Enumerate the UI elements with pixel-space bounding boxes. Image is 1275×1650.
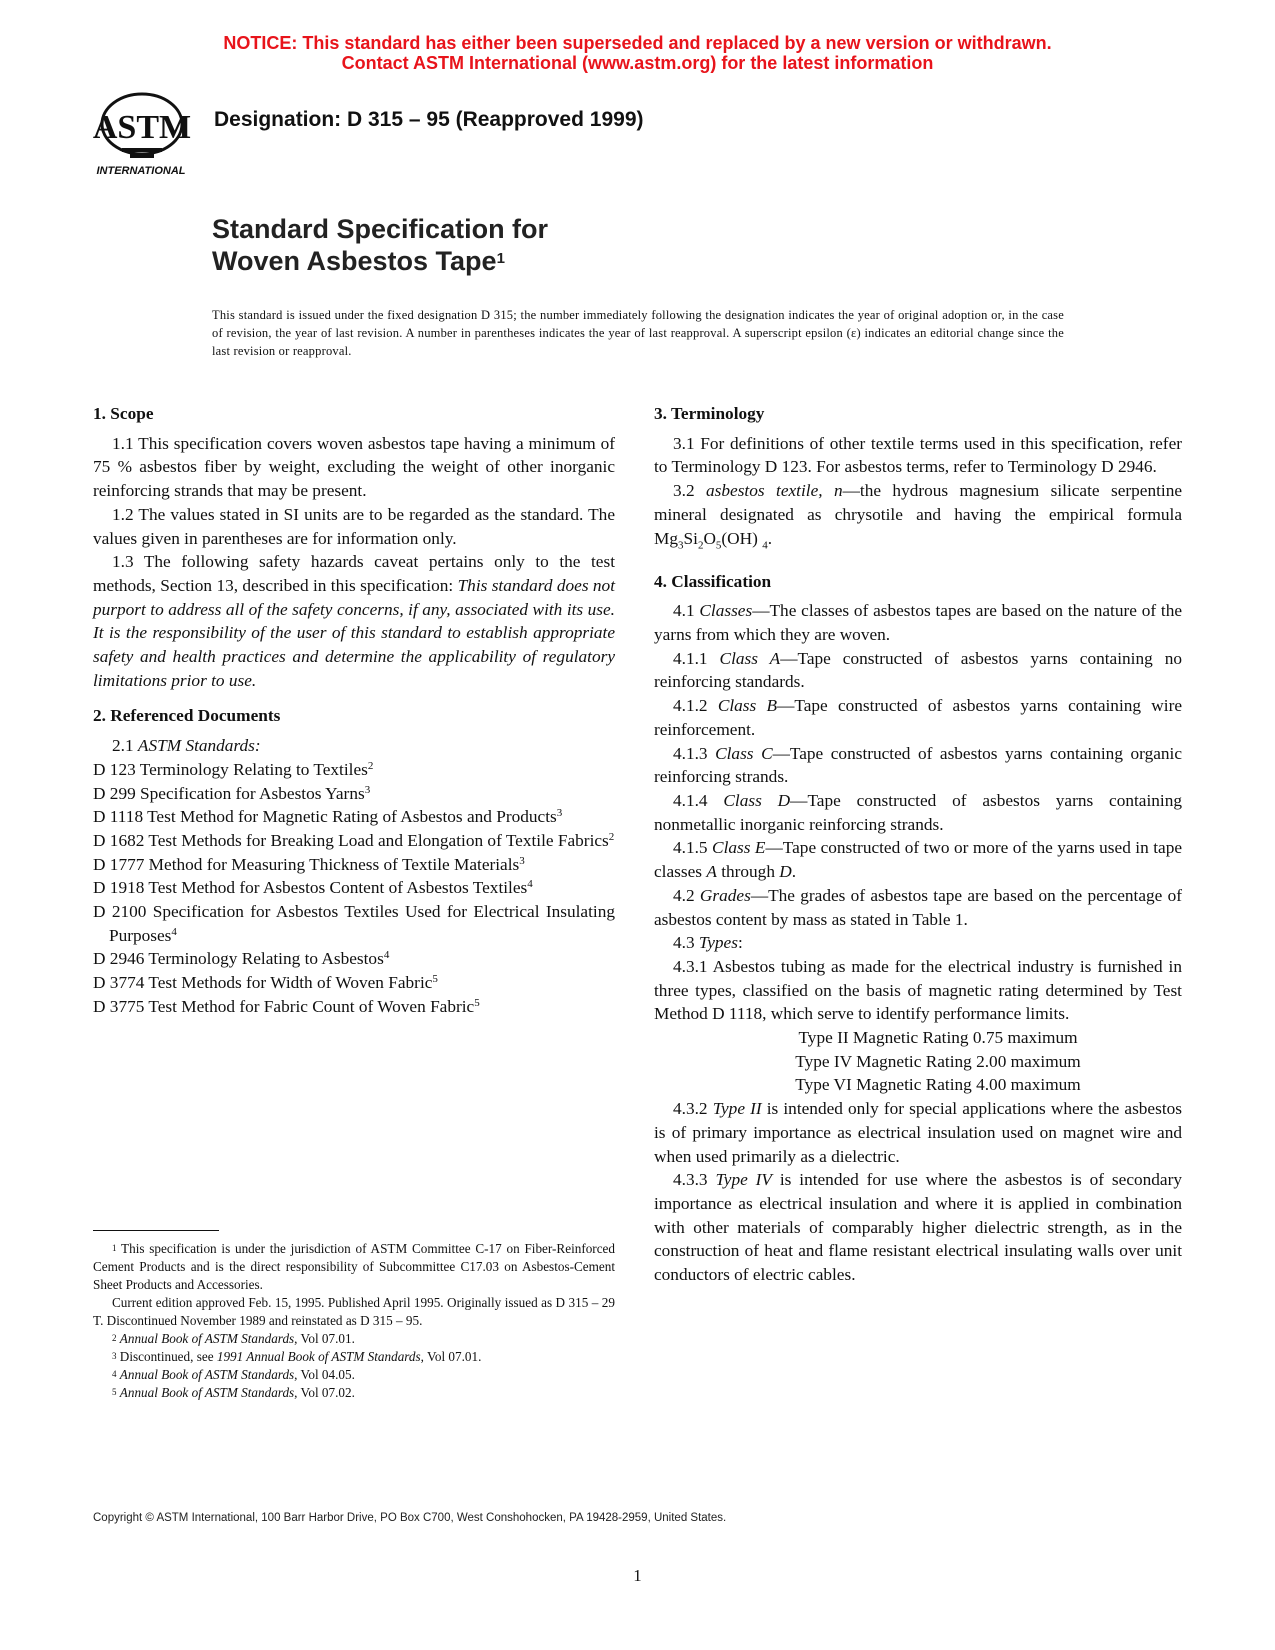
classification-4-3 — [654, 931, 1182, 955]
clause-number: 4.1.3 — [673, 743, 716, 763]
clause-number: 4.3 — [673, 933, 699, 953]
clause-text: —The grades of asbestos tape are based on the percentage of asbestos content by mass as stated in Table 1. — [654, 885, 1183, 929]
reference-text: D 3774 Test Methods for Width of Woven Fabric — [93, 973, 433, 993]
classification-4-1-4 — [654, 789, 1182, 836]
scope-1-2: 1.2 The values stated in SI units are to be regarded as the standard. The values given in parentheses are for information only. — [93, 504, 615, 548]
footnote-3 — [93, 1348, 615, 1366]
scope-heading: 1. Scope — [93, 404, 154, 423]
logo-subtitle: INTERNATIONAL — [96, 165, 186, 177]
classification-4-3-2 — [654, 1097, 1182, 1168]
clause-text: —Tape constructed of asbestos yarns containing nonmetallic inorganic reinforcing strands. — [654, 791, 1182, 834]
clause-text: —Tape constructed of asbestos yarns containing organic reinforcing strands. — [654, 743, 1183, 787]
reference-text: D 2946 Terminology Relating to Asbestos — [93, 949, 384, 969]
clause-term: Grades — [699, 885, 751, 905]
clause-number: 4.1.5 — [673, 838, 713, 858]
footnote-5 — [93, 1384, 615, 1402]
notice-line-2: Contact ASTM International (www.astm.org) for the latest information — [341, 53, 934, 73]
clause-text: —The classes of asbestos tapes are based on the nature of the yarns from which they are woven. — [654, 601, 1182, 645]
clause-term: Type IV — [715, 1170, 772, 1190]
clause-text: —Tape constructed of asbestos yarns containing no reinforcing standards. — [654, 648, 1183, 692]
clause-text: —Tape constructed of asbestos yarns containing wire reinforcement. — [654, 696, 1182, 739]
reference-text: D 1918 Test Method for Asbestos Content of Asbestos Textiles — [93, 878, 528, 898]
formula-subscript: 5 — [715, 538, 722, 551]
clause-text: is intended for use where the asbestos is of secondary importance as electrical insulation and where it is applied in combination with other materials of comparably higher dielectric strength, as in the construction of heat and flame resistant electrical insulating walls over unit conductors of electric cables. — [654, 1170, 1182, 1285]
clause-number: 3.2 — [673, 481, 707, 501]
reference-footnote-ref: 5 — [474, 996, 480, 1009]
withdrawal-notice — [0, 33, 1275, 73]
document-title — [212, 213, 548, 277]
footnote-source: Annual Book of ASTM Standards — [119, 1367, 295, 1382]
classification-4-1-5 — [654, 836, 1182, 883]
reference-text: D 3775 Test Method for Fabric Count of Woven Fabric — [93, 996, 475, 1016]
formula-end: . — [767, 528, 773, 548]
reference-text: D 2100 Specification for Asbestos Textiles Used for Electrical Insulating Purposes — [93, 902, 615, 945]
footnote-source: Annual Book of ASTM Standards — [119, 1385, 295, 1400]
reference-footnote-ref: 4 — [527, 878, 533, 891]
astm-standards-subheading — [93, 734, 615, 758]
definition-text: —the hydrous magnesium silicate serpentine mineral designated as chrysotile and having the empirical formula Mg — [654, 481, 1183, 548]
scope-1-3-caveat: This standard does not purport to address all of the safety concerns, if any, associated with its use. It is the responsibility of the user of this standard to establish appropriate safety and health practices and determine the applicability of regulatory limitations prior to use. — [93, 575, 615, 690]
page-number: 1 — [633, 1566, 642, 1585]
footnote-lead: Discontinued, see — [119, 1349, 217, 1364]
subheading-number: 2.1 — [112, 736, 138, 756]
footnote-source: Annual Book of ASTM Standards — [119, 1331, 295, 1346]
clause-term: Class C — [715, 743, 773, 763]
reference-footnote-ref: 3 — [364, 783, 371, 796]
referenced-documents-heading: 2. Referenced Documents — [93, 706, 281, 726]
title-line-2 — [212, 245, 548, 277]
footnote-number: 3 — [112, 1351, 117, 1361]
reference-item — [93, 876, 615, 900]
formula-part: (OH) — [721, 528, 763, 548]
clause-text: : — [737, 933, 743, 953]
clause-text: —Tape constructed of two or more of the yarns used in tape classes — [654, 838, 1183, 882]
reference-footnote-ref: 2 — [608, 830, 615, 843]
footnote-1-continued: Current edition approved Feb. 15, 1995. Published April 1995. Originally issued as D 315 – 29 T. Discontinued November 1989 and reinstated as D 315 – 95. — [93, 1295, 615, 1328]
reference-text: D 123 Terminology Relating to Textiles — [93, 759, 368, 779]
class-ref: A — [706, 862, 717, 882]
scope-1-3 — [93, 550, 615, 692]
classification-4-2 — [654, 884, 1182, 931]
right-column — [654, 402, 1182, 1287]
logo-mark: ASTM — [92, 109, 192, 146]
reference-footnote-ref: 5 — [432, 973, 438, 986]
clause-number: 4.1 — [673, 601, 700, 621]
clause-term: Class B — [717, 696, 778, 716]
notice-line-1: NOTICE: This standard has either been superseded and replaced by a new version or withdrawn. — [223, 33, 1052, 53]
clause-term: Class E — [712, 838, 766, 858]
footnote-number: 1 — [112, 1243, 117, 1253]
clause-term: Classes — [699, 601, 753, 621]
clause-end: . — [791, 862, 797, 882]
terminology-3-1: 3.1 For definitions of other textile terms used in this specification, refer to Terminology D 123. For asbestos terms, refer to Terminology D 2946. — [654, 433, 1182, 477]
footnote-2 — [93, 1330, 615, 1348]
reference-item — [93, 853, 615, 877]
class-ref: D — [779, 862, 792, 882]
footnote-text: This specification is under the jurisdiction of ASTM Committee C-17 on Fiber-Reinforced Cement Products and is the direct responsibility of Subcommittee C17.03 on Asbestos-Cement Sheet Products and Accessories. — [93, 1241, 616, 1292]
reference-text: D 299 Specification for Asbestos Yarns — [93, 783, 365, 803]
copyright-notice: Copyright © ASTM International, 100 Barr Harbor Drive, PO Box C700, West Conshohocken, PA 19428-2959, United States. — [93, 1512, 727, 1524]
astm-logo — [92, 86, 200, 182]
clause-number: 4.3.2 — [673, 1099, 713, 1119]
classification-4-1 — [654, 599, 1182, 646]
clause-term: Class D — [723, 791, 791, 810]
footnote-divider — [93, 1230, 219, 1231]
formula-subscript: 4 — [762, 538, 768, 551]
clause-number: 4.1.4 — [673, 791, 724, 810]
scope-1-3-lead: 1.3 The following safety hazards caveat pertains only to the test methods, Section 13, described in this specification: — [93, 552, 615, 595]
title-line-1: Standard Specification for — [212, 214, 549, 244]
clause-number: 4.3.3 — [673, 1170, 716, 1190]
designation: Designation: D 315 – 95 (Reapproved 1999) — [214, 108, 644, 131]
defined-term: asbestos textile, n — [706, 481, 843, 501]
subheading-label: ASTM Standards: — [137, 736, 261, 756]
reference-item — [93, 995, 615, 1019]
reference-item — [93, 971, 615, 995]
title-line-2-text: Woven Asbestos Tape — [212, 246, 497, 276]
classification-4-3-3 — [654, 1168, 1182, 1287]
title-footnote-ref: 1 — [496, 250, 505, 267]
reference-item — [93, 829, 615, 853]
type-rating-line: Type VI Magnetic Rating 4.00 maximum — [795, 1075, 1081, 1095]
clause-number: 4.1.1 — [673, 648, 720, 668]
reference-text: D 1118 Test Method for Magnetic Rating of Asbestos and Products — [93, 807, 557, 827]
reference-footnote-ref: 3 — [519, 854, 525, 867]
clause-text: is intended only for special applications where the asbestos is of primary importance as electrical insulation used on magnet wire and when used primarily as a dielectric. — [654, 1099, 1182, 1166]
footnote-4 — [93, 1366, 615, 1384]
classification-heading: 4. Classification — [654, 571, 772, 591]
reference-item — [93, 947, 615, 971]
footnotes — [93, 1240, 615, 1402]
reference-item — [93, 758, 615, 782]
scope-1-1: 1.1 This specification covers woven asbestos tape having a minimum of 75 % asbestos fiber by weight, excluding the weight of other inorganic reinforcing strands that may be present. — [93, 433, 615, 501]
classification-4-1-2 — [654, 694, 1182, 741]
clause-term: Type II — [712, 1099, 762, 1119]
formula-part: O — [703, 528, 716, 548]
type-rating-line: Type IV Magnetic Rating 2.00 maximum — [795, 1051, 1081, 1071]
reference-footnote-ref: 4 — [383, 949, 390, 962]
footnote-source: 1991 Annual Book of ASTM Standards — [216, 1349, 421, 1364]
classification-4-1-3 — [654, 742, 1182, 789]
footnote-number: 4 — [112, 1369, 117, 1379]
reference-footnote-ref: 2 — [367, 759, 374, 772]
reference-item — [93, 782, 615, 806]
reference-footnote-ref: 3 — [556, 807, 563, 820]
reference-item — [93, 900, 615, 947]
standard-intro: This standard is issued under the fixed designation D 315; the number immediately following the designation indicates the year of original adoption or, in the case of revision, the year of last revision. A number in parentheses indicates the year of last reapproval. A superscript epsilon (ε) indicates an editorial change since the last revision or reapproval. — [212, 308, 1064, 358]
footnote-volume: , Vol 04.05. — [294, 1367, 355, 1382]
reference-text: D 1777 Method for Measuring Thickness of Textile Materials — [93, 854, 520, 874]
formula-part: Si — [683, 528, 698, 548]
footnote-number: 2 — [112, 1333, 117, 1343]
footnote-volume: , Vol 07.01. — [420, 1349, 482, 1364]
clause-number: 4.2 — [673, 885, 700, 905]
left-column — [93, 402, 615, 1019]
reference-text: D 1682 Test Methods for Breaking Load and Elongation of Textile Fabrics — [93, 830, 609, 850]
referenced-documents-list — [93, 758, 615, 1019]
classification-4-1-1 — [654, 647, 1182, 694]
clause-text: through — [716, 862, 780, 882]
reference-item — [93, 805, 615, 829]
reference-footnote-ref: 4 — [171, 925, 177, 938]
terminology-heading: 3. Terminology — [654, 404, 765, 423]
footnote-volume: , Vol 07.02. — [294, 1385, 355, 1400]
clause-term: Types — [698, 933, 738, 953]
clause-number: 4.1.2 — [673, 696, 718, 716]
terminology-3-2 — [654, 479, 1182, 558]
formula-subscript: 2 — [697, 538, 704, 551]
classification-4-3-1: 4.3.1 Asbestos tubing as made for the electrical industry is furnished in three types, classified on the basis of magnetic rating determined by Test Method D 1118, which serve to identify performance limits. — [654, 956, 1182, 1024]
footnote-1 — [93, 1240, 615, 1294]
formula-subscript: 3 — [678, 538, 684, 551]
clause-term: Class A — [719, 648, 781, 668]
footnote-number: 5 — [112, 1387, 117, 1397]
footnote-volume: , Vol 07.01. — [294, 1331, 355, 1346]
type-rating-line: Type II Magnetic Rating 0.75 maximum — [798, 1028, 1078, 1048]
